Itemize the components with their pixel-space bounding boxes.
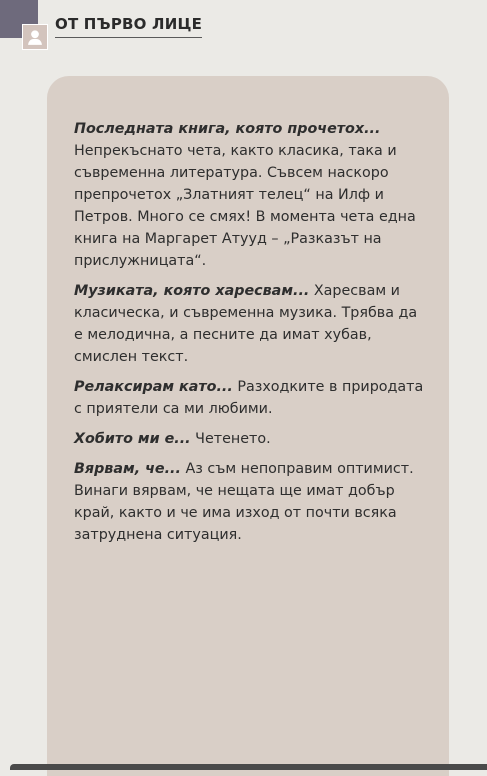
entry-text: Разходките в природата с приятели са ми любими. (74, 379, 424, 417)
entry-belief (74, 458, 426, 546)
entry-lead: Релаксирам като... (74, 379, 233, 395)
entry-text: Аз съм непоправим оптимист. Винаги вярвам, че нещата ще имат добър край, както и че има изход от почти всяка затруднена ситуация. (74, 461, 414, 543)
entry-music (74, 280, 426, 368)
entry-relax (74, 376, 426, 420)
entry-text: Харесвам и класическа, и съвременна музика. Трябва да е мелодична, а песните да имат хубав, смислен текст. (74, 283, 418, 365)
avatar (22, 24, 48, 50)
section-title: ОТ ПЪРВО ЛИЦЕ (55, 15, 202, 38)
entry-last-book (74, 118, 426, 272)
bottom-bar (10, 764, 487, 770)
entry-text: Непрекъснато чета, както класика, така и съвременна литература. Съвсем наскоро препрочетох „Златният телец“ на Илф и Петров. Много се смях! В момента чета една книга на Маргарет Атууд – „Разказът на прислужницата“. (74, 143, 416, 269)
user-icon (23, 25, 47, 49)
entry-lead: Музиката, която харесвам... (74, 283, 310, 299)
entry-lead: Хобито ми е... (74, 431, 191, 447)
entry-lead: Вярвам, че... (74, 461, 181, 477)
entry-hobby (74, 428, 426, 450)
panel-text (74, 118, 426, 554)
entry-text: Четенето. (190, 431, 271, 447)
entry-lead: Последната книга, която прочетох... (74, 121, 381, 137)
